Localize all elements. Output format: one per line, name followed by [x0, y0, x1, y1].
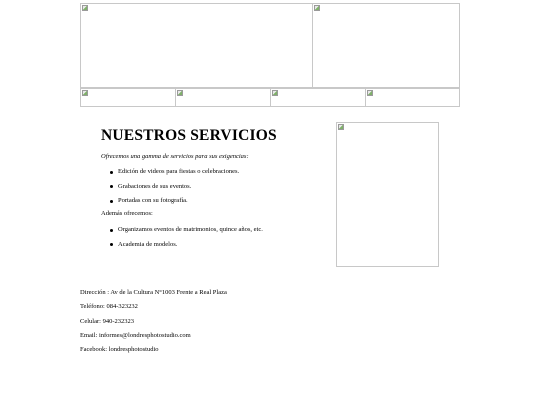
contact-address: Dirección : Av de la Cultura N°1003 Frente a Real Plaza: [80, 289, 227, 296]
list-item: Organizamos eventos de matrimonios, quince años, etc.: [110, 226, 263, 241]
broken-image-icon: [82, 90, 88, 96]
list-item: Academia de modelos.: [110, 241, 263, 256]
contact-email: Email: informes@londresphotostudio.com: [80, 332, 191, 339]
extra-services-list: [110, 226, 263, 255]
broken-image-icon: [272, 90, 278, 96]
broken-image-icon: [82, 5, 88, 11]
broken-image-icon: [314, 5, 320, 11]
nav-thumbnail-3[interactable]: [270, 88, 366, 107]
services-list: [110, 168, 239, 212]
side-photo: [336, 122, 439, 267]
extra-services-label: Además ofrecemos:: [101, 210, 153, 217]
banner-image-side: [312, 3, 460, 88]
services-title: NUESTROS SERVICIOS: [101, 127, 277, 144]
nav-thumbnail-4[interactable]: [365, 88, 460, 107]
contact-facebook: Facebook: londresphotostudio: [80, 346, 159, 353]
broken-image-icon: [177, 90, 183, 96]
list-item: Grabaciones de sus eventos.: [110, 183, 239, 198]
nav-thumbnail-1[interactable]: [80, 88, 176, 107]
broken-image-icon: [367, 90, 373, 96]
services-tagline: Ofrecemos una gamma de servicios para sus exigencias:: [101, 153, 249, 160]
list-item: Portadas con su fotografía.: [110, 197, 239, 212]
contact-mobile: Celular: 940-232323: [80, 318, 134, 325]
broken-image-icon: [338, 124, 344, 130]
nav-thumbnail-2[interactable]: [175, 88, 271, 107]
contact-phone: Teléfono: 084-323232: [80, 303, 138, 310]
banner-image-main: [80, 3, 313, 88]
list-item: Edición de videos para fiestas o celebraciones.: [110, 168, 239, 183]
